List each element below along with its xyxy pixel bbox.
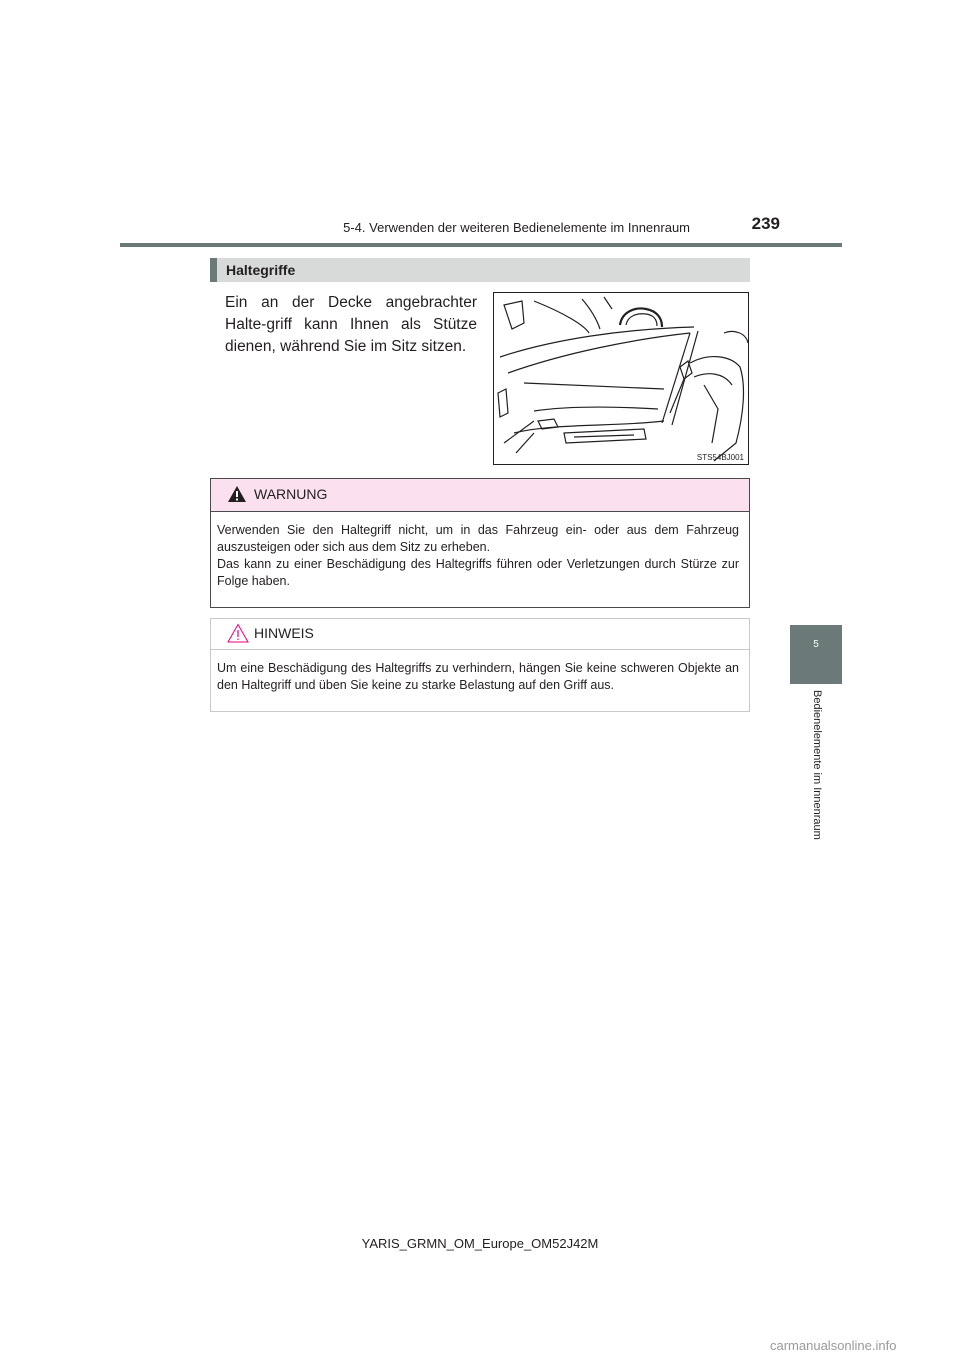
- sun-visor-shape: [504, 301, 524, 329]
- notice-paragraph: Um eine Beschädigung des Haltegriffs zu verhindern, hängen Sie keine schweren Objekte an den Haltegriff und üben Sie keine zu starke Belastung auf den Griff aus.: [217, 661, 739, 692]
- watermark: carmanualsonline.info: [770, 1338, 897, 1353]
- chapter-title-text: Bedienelemente im Innenraum: [811, 690, 823, 840]
- grab-handle-illustration: [493, 292, 749, 465]
- figure-label: STS54BJ001: [696, 453, 744, 462]
- notice-box: [210, 618, 750, 712]
- caution-outline-icon: [227, 623, 249, 643]
- section-body-text: Ein an der Decke angebrachter Halte-griff kann Ihnen als Stütze dienen, während Sie im Sitz sitzen.: [225, 294, 477, 355]
- header-divider: [120, 243, 842, 247]
- footer-doc-id: YARIS_GRMN_OM_Europe_OM52J42M: [361, 1236, 599, 1251]
- notice-label: HINWEIS: [254, 625, 314, 641]
- warning-triangle-icon: [227, 485, 247, 503]
- warning-header: [211, 479, 749, 512]
- chapter-number: 5: [813, 639, 819, 650]
- page-number: 239: [751, 214, 780, 233]
- car-interior-drawing: [494, 293, 749, 465]
- chapter-title: [811, 690, 830, 890]
- warning-paragraph-1: Verwenden Sie den Haltegriff nicht, um in das Fahrzeug ein- oder aus dem Fahrzeug auszusteigen oder sich aus dem Sitz zu erheben.: [217, 523, 739, 554]
- header-section-title: 5-4. Verwenden der weiteren Bedienelemente im Innenraum: [343, 220, 690, 235]
- notice-header: [211, 619, 749, 650]
- warning-box: [210, 478, 750, 608]
- chapter-tab: [790, 625, 842, 684]
- section-heading: Haltegriffe: [210, 258, 750, 282]
- warning-label: WARNUNG: [254, 486, 328, 502]
- warning-paragraph-2: Das kann zu einer Beschädigung des Haltegriffs führen oder Verletzungen durch Stürze zur Folge haben.: [217, 557, 739, 588]
